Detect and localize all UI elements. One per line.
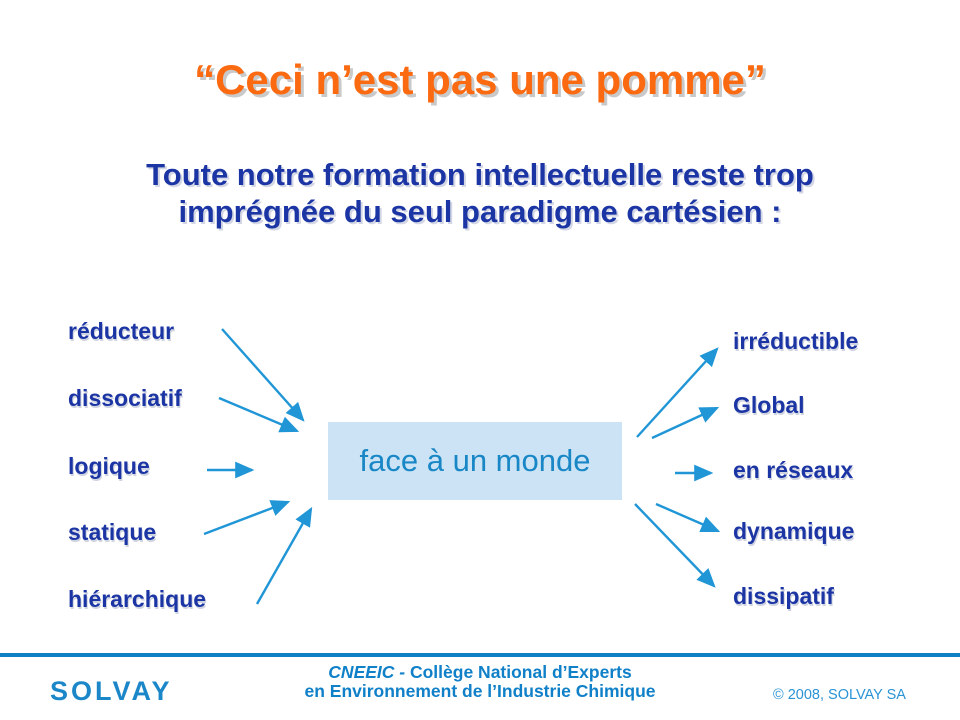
slide-title: “Ceci n’est pas une pomme” <box>194 56 766 103</box>
term-en-reseaux: en réseaux <box>733 457 854 483</box>
arrow-statique-to-box <box>204 502 288 534</box>
arrow-hierarchique-to-box <box>257 509 311 604</box>
term-logique: logique <box>68 453 150 479</box>
center-box <box>328 422 622 500</box>
arrow-reducteur-to-box <box>222 329 303 420</box>
term-global: Global <box>733 392 805 418</box>
footer-org-line-1 <box>0 663 960 682</box>
arrow-box-to-dissipatif <box>635 504 714 586</box>
term-dynamique: dynamique <box>733 518 855 544</box>
term-statique: statique <box>68 519 157 545</box>
slide-subtitle <box>0 156 960 230</box>
subtitle-line-2: imprégnée du seul paradigme cartésien : <box>178 194 782 229</box>
term-irreductible: irréductible <box>733 328 859 354</box>
term-dissipatif: dissipatif <box>733 583 834 609</box>
footer-org-line-1-rest: Collège National d’Experts <box>409 662 632 682</box>
arrow-dissociatif-to-box <box>219 398 297 431</box>
arrow-box-to-irreductible <box>637 349 717 437</box>
term-dissociatif: dissociatif <box>68 385 182 411</box>
subtitle-line-1: Toute notre formation intellectuelle reste trop <box>146 157 814 192</box>
arrow-box-to-dynamique <box>656 504 718 531</box>
term-hierarchique: hiérarchique <box>68 586 207 612</box>
center-box-label: face à un monde <box>359 443 591 478</box>
footer-org-abbr: CNEEIC - <box>328 662 410 682</box>
arrow-box-to-global <box>652 408 717 438</box>
footer-org-line-2: en Environnement de l’Industrie Chimique <box>304 681 656 701</box>
solvay-logo: SOLVAY <box>50 676 173 706</box>
copyright-text: © 2008, SOLVAY SA <box>773 687 906 703</box>
term-reducteur: réducteur <box>68 318 175 344</box>
footer-divider-line <box>0 653 960 657</box>
